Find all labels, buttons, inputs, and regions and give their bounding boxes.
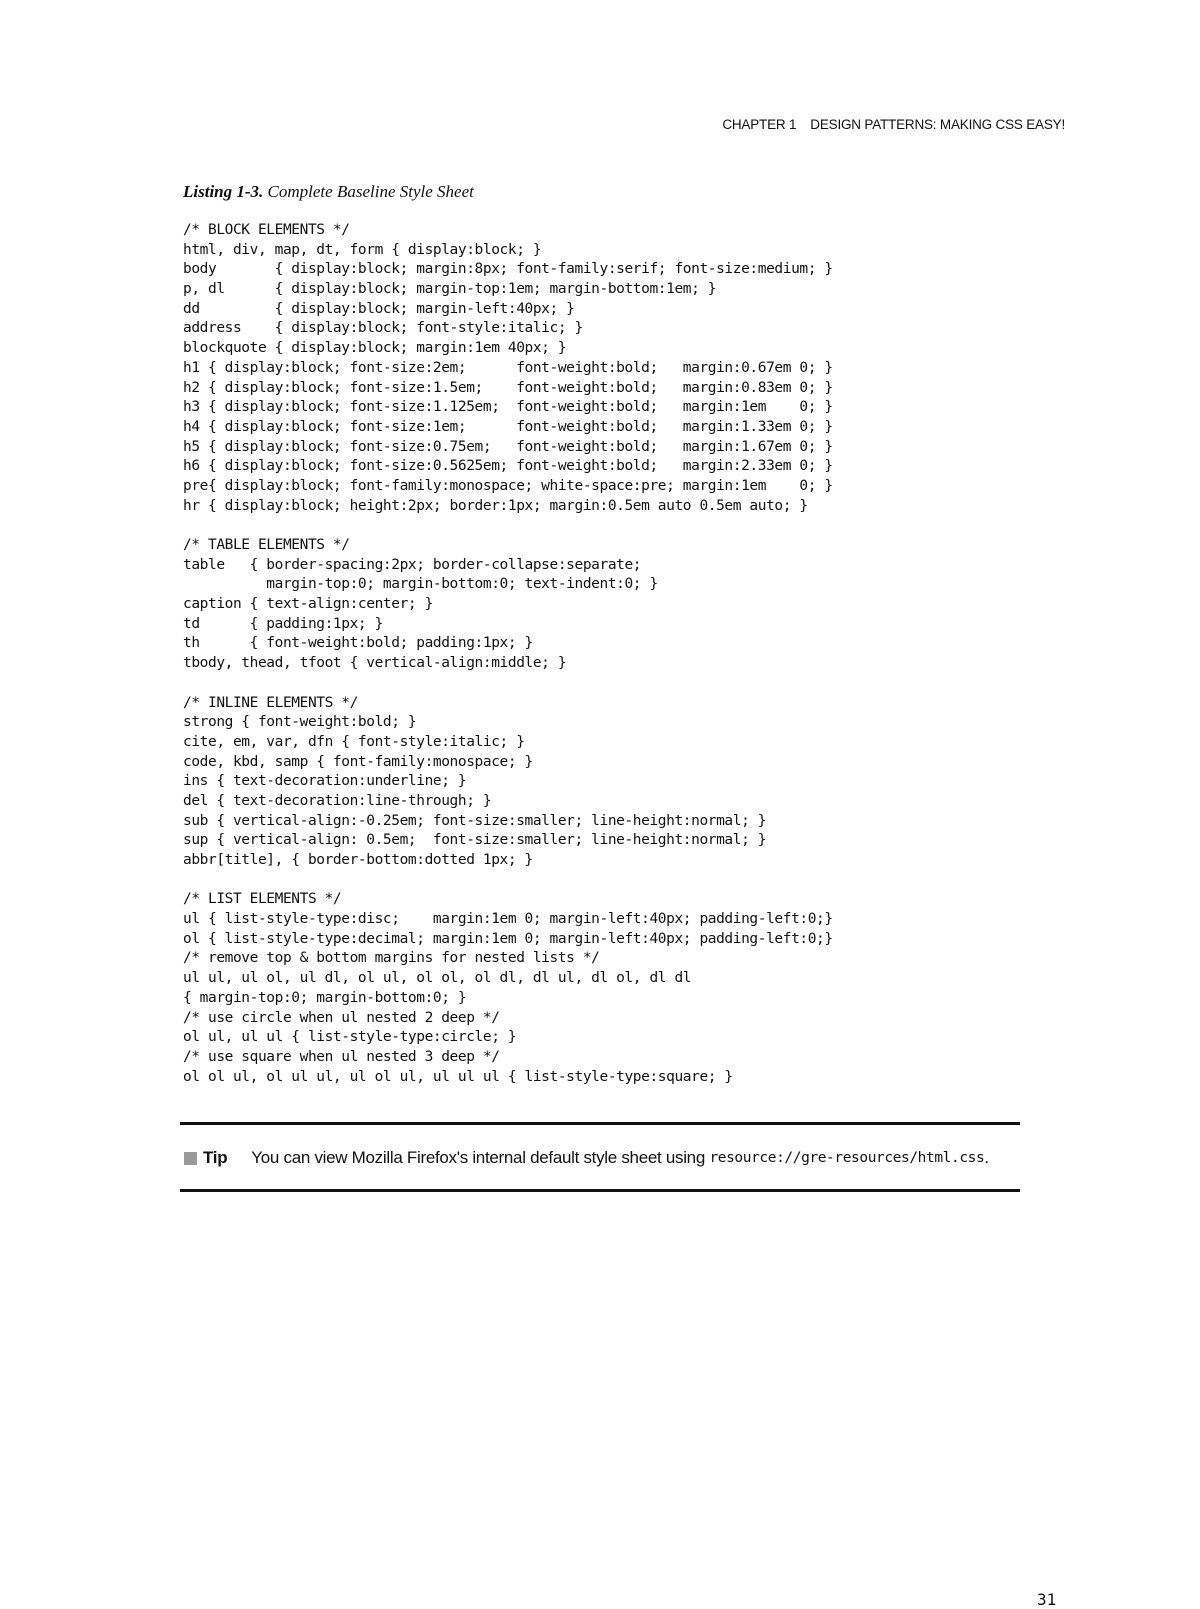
code-line: abbr[title], { border-bottom:dotted 1px; } xyxy=(183,852,533,868)
listing-label: Listing 1-3. xyxy=(183,182,264,201)
running-head-title: DESIGN PATTERNS: MAKING CSS EASY! xyxy=(810,117,1065,132)
code-line: td { padding:1px; } xyxy=(183,615,383,632)
code-line: /* use circle when ul nested 2 deep */ xyxy=(183,1009,500,1026)
code-line: del { text-decoration:line-through; } xyxy=(183,792,492,809)
code-line: /* INLINE ELEMENTS */ xyxy=(183,694,358,711)
code-line: p, dl { display:block; margin-top:1em; margin-bottom:1em; } xyxy=(183,281,717,298)
listing-title: Complete Baseline Style Sheet xyxy=(267,182,474,201)
code-line xyxy=(183,516,1043,536)
code-line: cite, em, var, dfn { font-style:italic; } xyxy=(183,733,525,750)
code-line: margin-top:0; margin-bottom:0; text-indent:0; } xyxy=(183,576,658,593)
code-line: /* LIST ELEMENTS */ xyxy=(183,891,342,908)
tip-end: . xyxy=(984,1148,989,1167)
tip-top-rule xyxy=(180,1122,1020,1125)
code-line: h3 { display:block; font-size:1.125em; font-weight:bold; margin:1em 0; } xyxy=(183,399,833,416)
running-head-chapter: CHAPTER 1 xyxy=(722,117,797,132)
code-line: h4 { display:block; font-size:1em; font-weight:bold; margin:1.33em 0; } xyxy=(183,418,833,435)
page-number: 31 xyxy=(1037,1590,1057,1609)
code-line: /* BLOCK ELEMENTS */ xyxy=(183,222,350,238)
code-line: caption { text-align:center; } xyxy=(183,596,433,613)
tip-text: You can view Mozilla Firefox's internal default style sheet using xyxy=(251,1148,705,1167)
running-head xyxy=(722,117,1065,132)
code-line: h5 { display:block; font-size:0.75em; font-weight:bold; margin:1.67em 0; } xyxy=(183,438,833,455)
tip-bottom-rule xyxy=(180,1189,1020,1192)
code-line: h6 { display:block; font-size:0.5625em; font-weight:bold; margin:2.33em 0; } xyxy=(183,458,833,475)
tip-code: resource://gre-resources/html.css xyxy=(709,1150,985,1166)
code-line: address { display:block; font-style:italic; } xyxy=(183,320,583,337)
code-line: ol { list-style-type:decimal; margin:1em 0; margin-left:40px; padding-left:0;} xyxy=(183,930,833,947)
code-line: th { font-weight:bold; padding:1px; } xyxy=(183,635,533,652)
code-line: sup { vertical-align: 0.5em; font-size:smaller; line-height:normal; } xyxy=(183,832,767,849)
code-line: strong { font-weight:bold; } xyxy=(183,714,417,731)
code-line: table { border-spacing:2px; border-collapse:separate; xyxy=(183,556,642,573)
code-line: tbody, thead, tfoot { vertical-align:middle; } xyxy=(183,655,567,672)
code-line: hr { display:block; height:2px; border:1px; margin:0.5em auto 0.5em auto; } xyxy=(183,497,808,514)
code-line: h2 { display:block; font-size:1.5em; font-weight:bold; margin:0.83em 0; } xyxy=(183,379,833,396)
code-line: { margin-top:0; margin-bottom:0; } xyxy=(183,989,467,1006)
code-line: dd { display:block; margin-left:40px; } xyxy=(183,300,575,317)
tip-box xyxy=(184,1148,989,1168)
code-line: /* TABLE ELEMENTS */ xyxy=(183,537,350,553)
code-line: body { display:block; margin:8px; font-family:serif; font-size:medium; } xyxy=(183,261,833,278)
code-line: ol ol ul, ol ul ul, ul ol ul, ul ul ul { list-style-type:square; } xyxy=(183,1068,733,1085)
code-line: h1 { display:block; font-size:2em; font-weight:bold; margin:0.67em 0; } xyxy=(183,359,833,376)
code-line: code, kbd, samp { font-family:monospace; } xyxy=(183,753,533,770)
code-line: /* use square when ul nested 3 deep */ xyxy=(183,1048,500,1065)
code-line xyxy=(183,674,1043,694)
code-line: ins { text-decoration:underline; } xyxy=(183,773,467,790)
code-line: /* remove top & bottom margins for nested lists */ xyxy=(183,950,600,967)
code-line: blockquote { display:block; margin:1em 40px; } xyxy=(183,340,567,357)
code-line xyxy=(183,871,1043,891)
tip-square-icon xyxy=(184,1152,197,1165)
code-line: ol ul, ul ul { list-style-type:circle; } xyxy=(183,1029,517,1046)
tip-label: Tip xyxy=(203,1148,228,1167)
code-line: ul { list-style-type:disc; margin:1em 0; margin-left:40px; padding-left:0;} xyxy=(183,911,833,928)
code-line: html, div, map, dt, form { display:block; } xyxy=(183,241,542,258)
code-listing xyxy=(183,221,1043,1087)
listing-caption xyxy=(183,182,474,202)
code-line: ul ul, ul ol, ul dl, ol ul, ol ol, ol dl, dl ul, dl ol, dl dl xyxy=(183,970,692,987)
code-line: pre{ display:block; font-family:monospace; white-space:pre; margin:1em 0; } xyxy=(183,477,833,494)
code-line: sub { vertical-align:-0.25em; font-size:smaller; line-height:normal; } xyxy=(183,812,767,829)
